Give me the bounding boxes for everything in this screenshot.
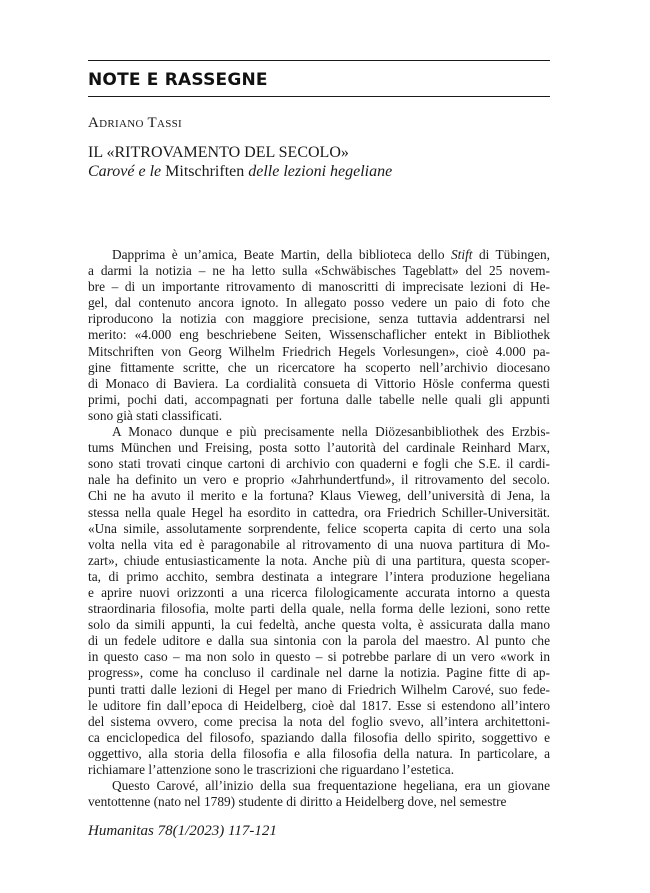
- text-segment: solo da simili appunti, la cui fedeltà, anche questa volta, è assicurata dalla mano: [88, 617, 550, 633]
- article-subtitle: [88, 162, 550, 181]
- section-heading: NOTE E RASSEGNE: [88, 70, 268, 90]
- text-line: [88, 247, 550, 263]
- text-line: [88, 440, 550, 456]
- text-line: [88, 360, 550, 376]
- text-segment: Mitschriften von Georg Wilhelm Friedrich Hegels Vorlesungen», cioè 4.000 pa-: [88, 343, 550, 359]
- text-segment: richiamare l’attenzione sono le trascrizioni che riguardano l’estetica.: [88, 762, 455, 777]
- text-line: [88, 424, 550, 440]
- text-segment: Stift: [451, 247, 473, 262]
- text-line: [88, 569, 550, 585]
- text-segment: primi, pochi dati, accompagnati per fortuna dalle tabelle nelle quali gli appunti: [88, 391, 550, 407]
- text-line: [88, 649, 550, 665]
- text-segment: punti tratti dalle lezioni di Hegel per mano di Friedrich Wilhelm Carové, suo fede-: [88, 681, 550, 697]
- text-line: [88, 585, 550, 601]
- text-segment: di Tübingen,: [472, 247, 550, 262]
- text-line: [88, 794, 550, 810]
- text-segment: nale ha definito un vero e proprio «Jahrhundertfund», il ritrovamento del secolo.: [88, 472, 550, 488]
- text-segment: in questo caso – ma non solo in questo – si potrebbe parlare di un vero «work in: [88, 649, 550, 665]
- text-line: [88, 698, 550, 714]
- text-line: [88, 682, 550, 698]
- text-line: [88, 311, 550, 327]
- text-line: [88, 730, 550, 746]
- text-line: [88, 778, 550, 794]
- text-line: [88, 279, 550, 295]
- text-line: [88, 263, 550, 279]
- subtitle-part-2: Mitschriften: [165, 163, 245, 180]
- text-line: [88, 295, 550, 311]
- text-segment: e aprire nuovi orizzonti a una ricerca filologicamente accurata intorno a questa: [88, 584, 550, 600]
- text-line: [88, 344, 550, 360]
- header-rule-bottom: [88, 96, 550, 97]
- header-rule-top: [88, 60, 550, 61]
- text-segment: ta, di primo acchito, sembra destinata a integrare l’intera produzione hegeliana: [88, 568, 550, 584]
- text-line: [88, 472, 550, 488]
- text-line: [88, 521, 550, 537]
- text-line: [88, 665, 550, 681]
- text-segment: ca enciclopedica del filosofo, spaziando dalla filosofia dello spirito, soggettivo e: [88, 729, 550, 745]
- paragraph: [88, 778, 550, 810]
- text-segment: sono già stati classificati.: [88, 407, 223, 423]
- text-segment: bre – di un importante ritrovamento di manoscritti di imprecisate lezioni di He-: [88, 279, 550, 295]
- article-title: IL «RITROVAMENTO DEL SECOLO»: [88, 144, 349, 161]
- text-line: [88, 601, 550, 617]
- article-body: [88, 247, 550, 810]
- text-segment: stessa nella quale Hegel ha esordito in cattedra, ora Friedrich Schiller-Universität.: [88, 504, 550, 520]
- text-line: [88, 456, 550, 472]
- text-line: [88, 633, 550, 649]
- text-segment: zart», chiude entusiasticamente la nota. Anche più di una partitura, questa scoper-: [88, 552, 550, 568]
- journal-citation: Humanitas 78(1/2023) 117-121: [88, 823, 277, 839]
- text-line: [88, 714, 550, 730]
- text-segment: sono stati trovati cinque cartoni di archivio con quaderni e fogli che S.E. il cardi-: [88, 456, 550, 472]
- text-segment: ventottenne (nato nel 1789) studente di diritto a Heidelberg dove, nel semestre: [88, 794, 507, 810]
- text-line: [88, 762, 550, 778]
- text-line: [88, 488, 550, 504]
- subtitle-part-3: delle lezioni hegeliane: [244, 163, 393, 180]
- text-line: [88, 553, 550, 569]
- text-segment: A Monaco dunque e più precisamente nella Diözesanbibliothek des Erzbis-: [112, 424, 550, 440]
- text-segment: «Una simile, assolutamente sorprendente, felice scoperta capita di certo una sola: [88, 520, 550, 536]
- text-segment: Chi ne ha avuto il merito e la fortuna? Klaus Vieweg, dell’università di Jena, la: [88, 488, 550, 504]
- text-line: [88, 505, 550, 521]
- text-segment: di Monaco di Baviera. La cordialità consueta di Vittorio Hösle conferma questi: [88, 375, 550, 391]
- text-line: [88, 327, 550, 343]
- text-segment: Questo Carové, all’inizio della sua frequentazione hegeliana, era un giovane: [112, 778, 550, 794]
- text-segment: di un fedele uditore e dalla sua sintonia con la parola del maestro. Al punto che: [88, 633, 550, 649]
- text-segment: tums München und Freising, posta sotto l’autorità del cardinale Reinhard Marx,: [88, 440, 550, 456]
- text-line: [88, 537, 550, 553]
- text-line: [88, 408, 550, 424]
- text-line: [88, 392, 550, 408]
- paragraph: [88, 424, 550, 778]
- text-segment: Dapprima è un’amica, Beate Martin, della biblioteca dello: [112, 247, 451, 262]
- text-segment: le uditore fin dall’epoca di Heidelberg, cioè dal 1817. Esse si estendono all’intero: [88, 697, 550, 713]
- text-segment: merito: «4.000 eng beschriebene Seiten, Wissenschaflicher entekt in Bibliothek: [88, 327, 550, 343]
- paragraph: [88, 247, 550, 424]
- text-line: [88, 617, 550, 633]
- text-segment: gine fittamente scritte, che un ricercatore ha scoperto nell’archivio diocesano: [88, 359, 550, 375]
- text-segment: oggettivo, alla storia della filosofia e alla filosofia della natura. In particolare, a: [88, 745, 550, 761]
- text-segment: a darmi la notizia – ne ha letto sulla «Schwäbisches Tageblatt» del 25 novem-: [88, 263, 550, 279]
- text-segment: riproducono la notizia con maggiore precisione, senza tuttavia addentrarsi nel: [88, 311, 550, 327]
- text-segment: gel, dal contenuto ancora ignoto. In allegato posso vedere un paio di foto che: [88, 295, 550, 311]
- text-segment: straordinaria filosofia, molte parti della quale, nella forma delle lezioni, sono rette: [88, 601, 550, 617]
- text-segment: del sistema ovvero, come precisa la nota del foglio svevo, all’intera architettoni-: [88, 713, 550, 729]
- text-line: [88, 376, 550, 392]
- text-line: [88, 746, 550, 762]
- text-segment: progress», come ha concluso il cardinale nel darne la notizia. Pagine fitte di ap-: [88, 665, 550, 681]
- author-name: Adriano Tassi: [88, 115, 182, 131]
- text-segment: volta nella vita ed è paragonabile al ritrovamento di una nuova partitura di Mo-: [88, 536, 550, 552]
- subtitle-part-1: Carové e le: [88, 163, 166, 180]
